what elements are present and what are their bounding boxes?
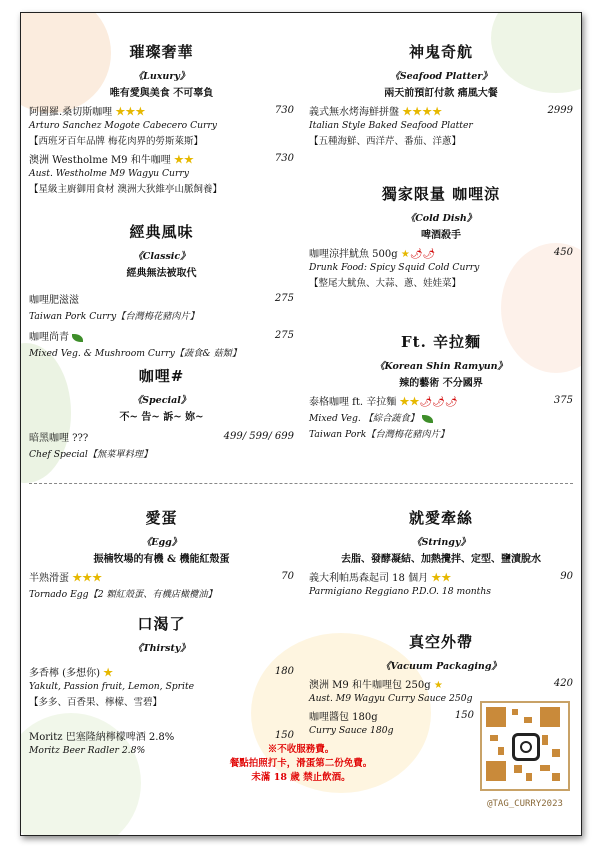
menu-item (29, 151, 294, 166)
section-title: 就愛牽絲 (408, 509, 473, 527)
section-title: 真空外帶 (408, 633, 473, 651)
section-tagline: 啤酒殺手 (421, 230, 461, 241)
item-name: 咖哩肥滋滋 (29, 295, 79, 306)
item-english-name: Moritz Beer Radler 2.8% (29, 745, 146, 756)
section-subtitle: 《Classic》 (133, 251, 190, 262)
chili-pepper-icon: 🌶🌶 (409, 249, 436, 260)
item-note: 【五種海鮮、西洋芹、番茄、洋蔥】 (309, 136, 462, 147)
instagram-icon (512, 733, 540, 761)
section-title: 愛蛋 (145, 509, 178, 527)
item-english-name (309, 410, 573, 424)
item-english-name-text: Mixed Veg. 【綜合蔬食】 (309, 413, 419, 424)
menu-item (29, 291, 294, 306)
item-price: 275 (274, 293, 294, 304)
menu-item (309, 569, 573, 584)
item-price: 375 (553, 395, 573, 406)
social-handle: @TAG_CURRY2023 (487, 799, 563, 809)
item-note: 【星級主廚御用食材 澳洲大狄維亭山脈飼養】 (29, 184, 223, 195)
chili-pepper-icon: 🌶🌶🌶 (419, 397, 458, 408)
section-tagline: 不~ 告~ 訴~ 妳~ (119, 412, 204, 423)
menu-item (309, 245, 573, 260)
item-price: 70 (281, 571, 294, 582)
stringy-section (309, 507, 573, 597)
menu-item (29, 569, 294, 584)
section-subtitle: 《Egg》 (141, 537, 182, 548)
qr-code[interactable] (480, 701, 570, 791)
item-english-name: Taiwan Pork【台灣梅花豬肉片】 (309, 429, 449, 440)
menu-item (29, 328, 294, 343)
item-price: 730 (274, 105, 294, 116)
item-english-name: Curry Sauce 180g (309, 725, 394, 736)
item-english-name: Tornado Egg【2 顆紅殼蛋、有機店橄欖油】 (29, 589, 217, 600)
item-english-name: Parmigiano Reggiano P.D.O. 18 months (309, 586, 491, 597)
item-price: 450 (553, 247, 573, 258)
menu-page (20, 12, 582, 836)
item-price: 90 (560, 571, 573, 582)
star-rating-icon: ★ (433, 680, 443, 691)
section-title: 經典風味 (129, 223, 194, 241)
item-name: 澳洲 M9 和牛咖哩包 250g (309, 680, 431, 691)
menu-item (309, 676, 573, 691)
item-english-name: Taiwan Pork Curry【台灣梅花豬肉片】 (29, 311, 199, 322)
section-subtitle: 《Vacuum Packaging》 (381, 661, 501, 672)
section-subtitle: 《Thirsty》 (133, 643, 190, 654)
item-name: 咖哩尚青 (29, 332, 69, 343)
vegetarian-leaf-icon (72, 334, 83, 342)
item-english-name: Aust. Westholme M9 Wagyu Curry (29, 168, 189, 179)
seafood-section (309, 41, 573, 147)
notice-line: 未滿 18 歲 禁止飲酒。 (251, 772, 351, 783)
section-tagline: 振楠牧場的有機 & 機能紅殼蛋 (93, 554, 230, 565)
item-english-name: Arturo Sanchez Mogote Cabecero Curry (29, 120, 218, 131)
star-rating-icon: ★★ (173, 155, 194, 166)
item-price: 150 (274, 730, 294, 741)
star-rating-icon: ★★★ (115, 107, 146, 118)
section-tagline: 去脂、發酵凝結、加熱攪拌、定型、鹽漬脫水 (341, 554, 541, 565)
star-rating-icon: ★★★ (72, 573, 103, 584)
section-title: 咖哩# (138, 367, 185, 385)
luxury-section (29, 41, 294, 195)
item-english-name: Chef Special【無菜單料理】 (29, 449, 153, 460)
menu-item (309, 393, 573, 408)
menu-item (29, 728, 294, 743)
special-section (29, 365, 294, 460)
egg-section (29, 507, 294, 600)
item-price: 499/ 599/ 699 (223, 431, 294, 442)
notice-line: 餐點拍照打卡，滑蛋第二份免費。 (229, 758, 373, 769)
classic-section (29, 221, 294, 359)
star-rating-icon: ★ (400, 249, 410, 260)
item-english-name: Aust. M9 Wagyu Curry Sauce 250g (309, 693, 473, 704)
notice-block (161, 743, 441, 785)
star-rating-icon: ★ (103, 668, 114, 679)
section-title: 獨家限量 咖哩涼 (381, 185, 501, 203)
item-english-name: Drunk Food: Spicy Squid Cold Curry (309, 262, 480, 273)
item-price: 150 (454, 710, 474, 721)
item-price: 2999 (547, 105, 573, 116)
section-divider (29, 483, 573, 484)
section-subtitle: 《Korean Shin Ramyun》 (374, 361, 508, 372)
menu-item (309, 708, 474, 723)
item-price: 275 (274, 330, 294, 341)
item-note: 【整尾大魷魚、大蒜、蔥、娃娃菜】 (309, 278, 462, 289)
item-name: 義大利帕馬森起司 18 個月 (309, 573, 429, 584)
section-tagline: 辣的藝術 不分國界 (399, 378, 483, 389)
item-english-name: Italian Style Baked Seafood Platter (309, 120, 473, 131)
section-subtitle: 《Luxury》 (133, 71, 190, 82)
section-title: 神鬼奇航 (408, 43, 473, 61)
item-name: 義式無水烤海鮮拼盤 (309, 107, 399, 118)
item-note: 【西班牙百年品牌 梅花肉界的勞斯萊斯】 (29, 136, 204, 147)
menu-item (309, 103, 573, 118)
item-note: 【多多、百香果、檸檬、雪碧】 (29, 697, 163, 708)
item-name: 半熟滑蛋 (29, 573, 69, 584)
item-name: Moritz 巴塞隆納檸檬啤酒 2.8% (29, 732, 175, 743)
section-tagline: 兩天前預訂付款 痛風大餐 (384, 88, 498, 99)
item-name: 暗黑咖哩 ??? (29, 433, 89, 444)
section-tagline: 經典無法被取代 (126, 268, 197, 279)
item-name: 阿圖羅.桑切斯咖哩 (29, 107, 113, 118)
section-subtitle: 《Cold Dish》 (405, 213, 477, 224)
item-name: 多香檸 (多想你) (29, 668, 100, 679)
item-price: 420 (553, 678, 573, 689)
thirsty-section (29, 613, 294, 756)
section-title: 璀璨奢華 (129, 43, 194, 61)
section-subtitle: 《Seafood Platter》 (390, 71, 492, 82)
ramyun-section (309, 331, 573, 440)
star-rating-icon: ★★★★ (402, 107, 443, 118)
star-rating-icon: ★★ (431, 573, 452, 584)
item-name: 泰格咖哩 ft. 辛拉麵 (309, 397, 397, 408)
menu-item (29, 429, 294, 444)
star-rating-icon: ★★ (399, 397, 420, 408)
item-english-name: Yakult, Passion fruit, Lemon, Sprite (29, 681, 195, 692)
menu-item (29, 664, 294, 679)
item-english-name: Mixed Veg. & Mushroom Curry【蔬食& 菇類】 (29, 348, 242, 359)
item-name: 澳洲 Westholme M9 和牛咖哩 (29, 155, 171, 166)
item-name: 咖哩涼拌魷魚 500g (309, 249, 398, 260)
item-name: 咖哩醬包 180g (309, 712, 378, 723)
section-subtitle: 《Special》 (132, 395, 191, 406)
section-subtitle: 《Stringy》 (412, 537, 470, 548)
item-price: 730 (274, 153, 294, 164)
menu-item (29, 103, 294, 118)
section-tagline: 唯有愛與美食 不可辜負 (109, 88, 214, 99)
section-title: Ft. 辛拉麵 (400, 333, 482, 351)
vegetarian-leaf-icon (422, 415, 433, 423)
item-price: 180 (274, 666, 294, 677)
section-title: 口渴了 (137, 615, 186, 633)
notice-line: ※不收服務費。 (267, 744, 335, 755)
cold-dish-section (309, 183, 573, 289)
